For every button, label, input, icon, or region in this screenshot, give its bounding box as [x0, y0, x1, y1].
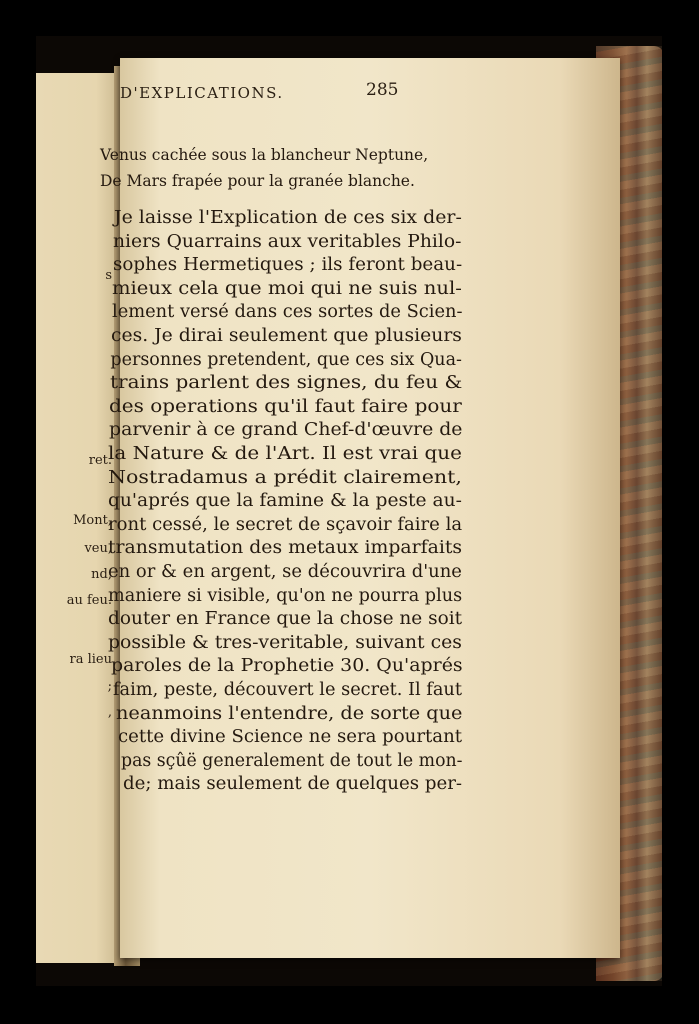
body-line: faim, peste, découvert le secret. Il faut — [113, 680, 462, 700]
left-page-text — [36, 73, 112, 963]
body-line: possible & tres-veritable, suivant ces — [108, 632, 462, 653]
body-line: pas sçûë generalement de tout le mon- — [120, 750, 462, 771]
body-line: Je laisse l'Explication de ces six der- — [114, 208, 462, 228]
body-line: transmutation des metaux imparfaits — [108, 538, 463, 559]
verse-line: De Mars frapée pour la granée blanche. — [100, 172, 415, 190]
body-line: parvenir à ce grand Chef-d'œuvre de — [108, 420, 463, 441]
left-fragment: veu, — [84, 541, 112, 556]
body-line: neanmoins l'entendre, de sorte que — [115, 703, 462, 724]
body-line: mieux cela que moi qui ne suis nul- — [112, 278, 463, 299]
left-fragment: Mont, — [73, 513, 112, 528]
left-fragment: ra lieu — [69, 652, 112, 667]
body-line: des operations qu'il faut faire pour — [109, 396, 463, 417]
body-line: lement versé dans ces sortes de Scien- — [111, 302, 463, 323]
body-line: ront cessé, le secret de sçavoir faire la — [108, 514, 463, 535]
running-head: D'EXPLICATIONS. — [120, 84, 284, 102]
body-line: ces. Je dirai seulement que plusieurs — [111, 326, 462, 346]
left-fragment: , — [107, 705, 112, 720]
left-fragment: ret. — [88, 453, 112, 468]
body-line: en or & en argent, se découvrira d'une — [108, 562, 462, 582]
left-fragment: ; — [107, 679, 112, 694]
body-line: douter en France que la chose ne soit — [108, 609, 463, 630]
left-fragment: s — [105, 268, 112, 283]
body-line: la Nature & de l'Art. Il est vrai que — [108, 444, 462, 464]
body-line: de; mais seulement de quelques per- — [123, 774, 463, 795]
body-line: maniere si visible, qu'on ne pourra plus — [108, 585, 463, 606]
body-line: niers Quarrains aux veritables Philo- — [113, 231, 462, 252]
body-line: personnes pretendent, que ces six Qua- — [110, 349, 462, 370]
body-line: qu'aprés que la famine & la peste au- — [108, 491, 462, 512]
left-fragment: au feu. — [66, 593, 112, 608]
body-line: trains parlent des signes, du feu & — [109, 373, 463, 394]
body-line: cette divine Science ne sera pourtant — [118, 727, 463, 748]
body-line: paroles de la Prophetie 30. Qu'aprés — [110, 656, 463, 677]
body-line: sophes Hermetiques ; ils feront beau- — [112, 255, 462, 276]
page-number: 285 — [366, 80, 399, 100]
verse-line: Venus cachée sous la blancheur Neptune, — [100, 146, 429, 164]
left-fragment: nd, — [91, 567, 112, 582]
body-line: Nostradamus a prédit clairement, — [108, 467, 462, 488]
